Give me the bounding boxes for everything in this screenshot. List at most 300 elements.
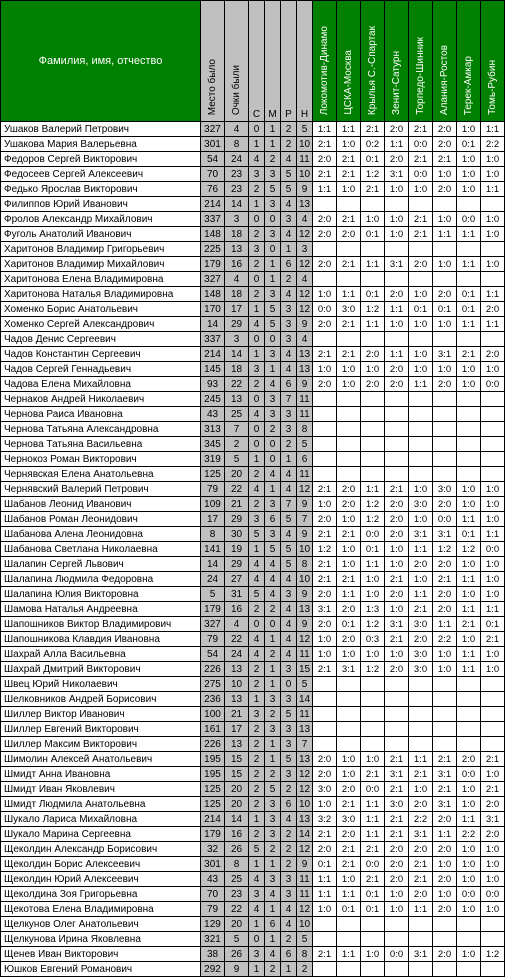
m-cell: 1 (265, 137, 281, 152)
prediction-cell (361, 467, 385, 482)
s-cell: 2 (249, 602, 265, 617)
m-cell: 0 (265, 437, 281, 452)
n-cell: 5 (297, 437, 313, 452)
points-were-cell: 16 (225, 602, 249, 617)
prediction-cell: 1:1 (313, 122, 337, 137)
prediction-cell: 2:0 (481, 797, 505, 812)
table-row (1, 302, 505, 317)
prediction-cell: 1:0 (337, 542, 361, 557)
prediction-cell: 2:0 (337, 227, 361, 242)
name-cell: Шукало Марина Сергеевна (1, 827, 201, 842)
prediction-cell: 2:0 (385, 377, 409, 392)
name-cell: Шабанова Алена Леонидовна (1, 527, 201, 542)
prediction-cell (457, 197, 481, 212)
prediction-cell (385, 692, 409, 707)
match-header: Торпедо-Шинник (409, 1, 433, 122)
prediction-cell: 1:1 (361, 557, 385, 572)
prediction-cell (433, 332, 457, 347)
s-cell: 2 (249, 377, 265, 392)
prediction-cell (457, 722, 481, 737)
prediction-cell: 2:0 (433, 287, 457, 302)
prediction-cell: 1:2 (361, 512, 385, 527)
place-was-cell: 179 (201, 257, 225, 272)
place-was-cell: 337 (201, 332, 225, 347)
prediction-cell: 2:1 (313, 137, 337, 152)
prediction-cell: 3:2 (313, 812, 337, 827)
prediction-cell (313, 962, 337, 977)
prediction-cell: 1:0 (457, 497, 481, 512)
points-were-cell: 10 (225, 677, 249, 692)
name-cell: Щеколдин Александр Борисович (1, 842, 201, 857)
place-was-cell: 70 (201, 167, 225, 182)
prediction-cell: 1:0 (385, 182, 409, 197)
name-cell: Фуголь Анатолий Иванович (1, 227, 201, 242)
prediction-cell: 1:0 (433, 647, 457, 662)
n-cell: 5 (297, 932, 313, 947)
prediction-cell: 2:0 (385, 842, 409, 857)
match-header: Алания-Ростов (433, 1, 457, 122)
prediction-cell: 0:0 (481, 542, 505, 557)
table-row (1, 437, 505, 452)
name-cell: Щеколдин Юрий Алексеевич (1, 872, 201, 887)
prediction-cell (361, 242, 385, 257)
table-row (1, 752, 505, 767)
prediction-cell: 1:2 (361, 662, 385, 677)
s-cell: 1 (249, 962, 265, 977)
s-cell: 1 (249, 812, 265, 827)
prediction-cell: 2:1 (313, 167, 337, 182)
n-cell: 10 (297, 797, 313, 812)
prediction-cell: 2:1 (313, 527, 337, 542)
r-cell: 5 (281, 557, 297, 572)
table-row (1, 632, 505, 647)
prediction-cell: 2:0 (313, 257, 337, 272)
m-cell: 3 (265, 692, 281, 707)
s-cell: 1 (249, 347, 265, 362)
prediction-cell (409, 392, 433, 407)
n-cell: 9 (297, 527, 313, 542)
name-cell: Шиллер Максим Викторович (1, 737, 201, 752)
prediction-cell: 2:1 (361, 767, 385, 782)
points-were-cell: 3 (225, 212, 249, 227)
prediction-cell: 0:1 (361, 887, 385, 902)
prediction-cell: 1:0 (385, 227, 409, 242)
prediction-cell: 2:1 (385, 482, 409, 497)
table-row (1, 497, 505, 512)
prediction-cell (385, 407, 409, 422)
m-cell: 1 (265, 902, 281, 917)
prediction-cell (457, 422, 481, 437)
prediction-cell (385, 452, 409, 467)
table-row (1, 647, 505, 662)
points-were-cell: 5 (225, 932, 249, 947)
prediction-cell: 1:0 (337, 377, 361, 392)
prediction-cell: 1:0 (457, 947, 481, 962)
prediction-cell: 1:0 (481, 647, 505, 662)
n-cell: 10 (297, 137, 313, 152)
prediction-cell (481, 722, 505, 737)
place-was-cell: 79 (201, 482, 225, 497)
s-cell: 2 (249, 287, 265, 302)
prediction-cell (313, 707, 337, 722)
prediction-cell: 1:0 (361, 212, 385, 227)
name-cell: Шапошникова Клавдия Ивановна (1, 632, 201, 647)
points-were-cell: 13 (225, 392, 249, 407)
name-cell: Харитонова Наталья Владимировна (1, 287, 201, 302)
points-were-cell: 4 (225, 122, 249, 137)
s-cell: 2 (249, 677, 265, 692)
n-cell: 4 (297, 332, 313, 347)
prediction-cell: 2:0 (313, 152, 337, 167)
prediction-cell (313, 407, 337, 422)
m-cell: 6 (265, 512, 281, 527)
prediction-cell: 1:0 (409, 512, 433, 527)
prediction-cell: 1:0 (337, 752, 361, 767)
prediction-cell: 1:1 (313, 887, 337, 902)
prediction-cell (457, 392, 481, 407)
prediction-cell: 1:1 (481, 527, 505, 542)
n-cell: 7 (297, 737, 313, 752)
prediction-cell: 2:2 (457, 827, 481, 842)
prediction-cell: 2:0 (433, 182, 457, 197)
prediction-cell: 3:1 (481, 812, 505, 827)
n-cell: 2 (297, 962, 313, 977)
m-cell: 3 (265, 407, 281, 422)
points-were-cell: 8 (225, 137, 249, 152)
prediction-cell: 1:0 (457, 482, 481, 497)
prediction-cell: 1:1 (409, 542, 433, 557)
s-cell: 2 (249, 182, 265, 197)
place-was-cell: 93 (201, 377, 225, 392)
prediction-cell: 2:0 (313, 512, 337, 527)
m-cell: 3 (265, 497, 281, 512)
name-cell: Шапошников Виктор Владимирович (1, 617, 201, 632)
r-cell: 4 (281, 617, 297, 632)
prediction-cell (361, 452, 385, 467)
n-cell: 9 (297, 857, 313, 872)
s-cell: 2 (249, 737, 265, 752)
table-row (1, 842, 505, 857)
m-cell: 3 (265, 872, 281, 887)
prediction-cell (385, 197, 409, 212)
n-cell: 11 (297, 707, 313, 722)
prediction-cell (457, 737, 481, 752)
points-were-cell: 26 (225, 842, 249, 857)
prediction-cell (457, 962, 481, 977)
prediction-cell (409, 962, 433, 977)
prediction-cell: 1:1 (337, 947, 361, 962)
prediction-cell: 3:1 (433, 797, 457, 812)
prediction-cell: 1:0 (337, 647, 361, 662)
points-were-cell: 4 (225, 272, 249, 287)
name-cell: Чадов Константин Сергеевич (1, 347, 201, 362)
points-were-cell: 24 (225, 647, 249, 662)
table-row (1, 767, 505, 782)
table-row (1, 917, 505, 932)
prediction-cell: 2:1 (385, 812, 409, 827)
prediction-cell: 1:1 (409, 587, 433, 602)
prediction-cell: 3:1 (385, 167, 409, 182)
n-cell: 11 (297, 407, 313, 422)
prediction-cell: 1:0 (409, 782, 433, 797)
prediction-cell (457, 242, 481, 257)
prediction-cell (361, 407, 385, 422)
prediction-cell (385, 272, 409, 287)
prediction-cell (337, 737, 361, 752)
prediction-cell (409, 272, 433, 287)
table-row (1, 287, 505, 302)
prediction-cell: 2:1 (481, 632, 505, 647)
s-cell: 3 (249, 887, 265, 902)
prediction-cell (385, 242, 409, 257)
prediction-cell: 1:1 (457, 602, 481, 617)
prediction-cell (433, 917, 457, 932)
r-cell: 6 (281, 947, 297, 962)
prediction-cell: 1:1 (481, 182, 505, 197)
n-header: Н (297, 1, 313, 122)
table-row (1, 947, 505, 962)
prediction-cell: 0:3 (361, 632, 385, 647)
prediction-cell (481, 932, 505, 947)
prediction-cell: 1:0 (457, 362, 481, 377)
points-were-cell: 23 (225, 887, 249, 902)
prediction-cell: 1:1 (361, 797, 385, 812)
prediction-cell: 0:0 (481, 377, 505, 392)
s-cell: 0 (249, 332, 265, 347)
prediction-cell: 1:0 (481, 842, 505, 857)
prediction-cell: 2:1 (457, 347, 481, 362)
prediction-cell: 2:1 (337, 797, 361, 812)
prediction-cell: 2:1 (385, 572, 409, 587)
place-was-cell: 38 (201, 947, 225, 962)
prediction-cell: 0:1 (409, 302, 433, 317)
table-row (1, 662, 505, 677)
prediction-cell: 1:0 (457, 557, 481, 572)
prediction-cell: 2:0 (481, 302, 505, 317)
prediction-cell: 2:1 (361, 122, 385, 137)
prediction-cell (361, 677, 385, 692)
prediction-cell: 1:0 (385, 602, 409, 617)
n-cell: 9 (297, 617, 313, 632)
points-were-cell: 14 (225, 197, 249, 212)
place-was-cell: 148 (201, 287, 225, 302)
r-cell: 0 (281, 677, 297, 692)
prediction-cell: 2:1 (337, 152, 361, 167)
m-cell: 3 (265, 197, 281, 212)
n-cell: 13 (297, 347, 313, 362)
prediction-cell: 1:2 (361, 167, 385, 182)
s-cell: 4 (249, 572, 265, 587)
prediction-cell: 2:0 (313, 842, 337, 857)
table-row (1, 122, 505, 137)
place-was-cell: 245 (201, 392, 225, 407)
prediction-cell (337, 962, 361, 977)
prediction-cell: 1:1 (361, 812, 385, 827)
prediction-cell (481, 692, 505, 707)
prediction-cell (433, 407, 457, 422)
prediction-cell: 3:1 (337, 662, 361, 677)
r-cell: 4 (281, 227, 297, 242)
prediction-cell: 0:1 (361, 152, 385, 167)
prediction-cell: 1:0 (433, 662, 457, 677)
name-cell: Шабанова Светлана Николаевна (1, 542, 201, 557)
points-were-cell: 13 (225, 737, 249, 752)
prediction-cell: 1:0 (337, 137, 361, 152)
prediction-cell: 2:1 (481, 752, 505, 767)
points-were-cell: 8 (225, 857, 249, 872)
s-cell: 4 (249, 902, 265, 917)
r-cell: 4 (281, 572, 297, 587)
r-cell: 3 (281, 722, 297, 737)
prediction-cell: 1:1 (337, 122, 361, 137)
place-was-cell: 145 (201, 362, 225, 377)
prediction-cell: 1:1 (361, 482, 385, 497)
prediction-cell: 2:1 (457, 617, 481, 632)
table-row (1, 707, 505, 722)
prediction-cell: 0:1 (433, 302, 457, 317)
points-were-cell: 23 (225, 182, 249, 197)
prediction-cell: 2:2 (433, 632, 457, 647)
prediction-cell: 1:0 (337, 557, 361, 572)
m-cell: 1 (265, 122, 281, 137)
table-row (1, 902, 505, 917)
name-cell: Щеколдин Борис Алексеевич (1, 857, 201, 872)
prediction-cell (481, 707, 505, 722)
prediction-cell (313, 242, 337, 257)
prediction-cell: 1:0 (481, 767, 505, 782)
prediction-cell (409, 707, 433, 722)
prediction-cell (433, 437, 457, 452)
prediction-cell (433, 392, 457, 407)
table-row (1, 932, 505, 947)
prediction-cell: 0:1 (361, 227, 385, 242)
place-was-cell: 337 (201, 212, 225, 227)
points-were-cell: 26 (225, 947, 249, 962)
prediction-cell: 1:1 (457, 317, 481, 332)
prediction-cell: 2:0 (385, 152, 409, 167)
place-was-cell: 226 (201, 737, 225, 752)
prediction-cell: 2:1 (385, 632, 409, 647)
prediction-cell: 2:1 (337, 527, 361, 542)
prediction-cell: 1:1 (337, 287, 361, 302)
prediction-cell (409, 197, 433, 212)
prediction-cell: 2:1 (313, 947, 337, 962)
table-row (1, 797, 505, 812)
n-cell: 13 (297, 602, 313, 617)
m-cell: 2 (265, 647, 281, 662)
prediction-cell: 1:1 (457, 227, 481, 242)
table-row (1, 227, 505, 242)
prediction-cell (457, 707, 481, 722)
table-row (1, 467, 505, 482)
prediction-cell: 3:0 (409, 617, 433, 632)
place-was-cell: 195 (201, 752, 225, 767)
prediction-cell: 1:1 (457, 572, 481, 587)
place-was-header: Место было (201, 1, 225, 122)
points-were-cell: 22 (225, 377, 249, 392)
points-were-cell: 25 (225, 407, 249, 422)
m-cell: 0 (265, 617, 281, 632)
r-cell: 6 (281, 377, 297, 392)
prediction-cell (313, 467, 337, 482)
table-row (1, 272, 505, 287)
r-cell: 2 (281, 857, 297, 872)
prediction-cell (481, 737, 505, 752)
prediction-cell (313, 332, 337, 347)
r-cell: 5 (281, 512, 297, 527)
prediction-cell: 2:1 (409, 872, 433, 887)
r-cell: 3 (281, 587, 297, 602)
prediction-cell (337, 437, 361, 452)
prediction-cell: 2:0 (337, 632, 361, 647)
table-row (1, 737, 505, 752)
match-header: Зенит-Сатурн (385, 1, 409, 122)
prediction-cell: 2:0 (361, 347, 385, 362)
r-cell: 3 (281, 767, 297, 782)
prediction-cell: 0:1 (337, 902, 361, 917)
prediction-cell: 1:0 (481, 212, 505, 227)
place-was-cell: 345 (201, 437, 225, 452)
s-cell: 5 (249, 587, 265, 602)
name-cell: Чернова Татьяна Васильевна (1, 437, 201, 452)
points-were-cell: 18 (225, 362, 249, 377)
table-row (1, 392, 505, 407)
prediction-cell (337, 452, 361, 467)
s-cell: 1 (249, 692, 265, 707)
prediction-cell: 2:0 (433, 842, 457, 857)
n-cell: 12 (297, 287, 313, 302)
prediction-cell: 1:0 (457, 122, 481, 137)
name-cell: Шамова Наталья Андреевна (1, 602, 201, 617)
s-cell: 0 (249, 392, 265, 407)
prediction-cell (385, 677, 409, 692)
prediction-cell (313, 692, 337, 707)
m-cell: 2 (265, 767, 281, 782)
name-cell: Шабанов Леонид Иванович (1, 497, 201, 512)
prediction-cell: 1:1 (433, 227, 457, 242)
name-cell: Чадов Сергей Геннадьевич (1, 362, 201, 377)
m-cell: 4 (265, 887, 281, 902)
s-cell: 2 (249, 797, 265, 812)
points-were-cell: 20 (225, 467, 249, 482)
prediction-cell (313, 737, 337, 752)
prediction-cell (457, 332, 481, 347)
m-cell: 6 (265, 917, 281, 932)
r-cell: 5 (281, 182, 297, 197)
prediction-cell: 2:1 (337, 842, 361, 857)
r-cell: 3 (281, 407, 297, 422)
table-row (1, 827, 505, 842)
name-cell: Шмидт Людмила Анатольевна (1, 797, 201, 812)
prediction-cell: 3:1 (385, 257, 409, 272)
m-cell: 4 (265, 947, 281, 962)
prediction-cell (481, 467, 505, 482)
r-cell: 4 (281, 527, 297, 542)
m-cell: 1 (265, 752, 281, 767)
prediction-cell: 2:1 (409, 767, 433, 782)
prediction-cell: 3:0 (409, 662, 433, 677)
n-cell: 12 (297, 302, 313, 317)
m-cell: 2 (265, 152, 281, 167)
prediction-cell (481, 392, 505, 407)
r-cell: 3 (281, 302, 297, 317)
n-cell: 11 (297, 152, 313, 167)
prediction-cell: 3:1 (433, 767, 457, 782)
prediction-cell: 1:2 (457, 542, 481, 557)
prediction-cell: 1:1 (385, 137, 409, 152)
s-cell: 1 (249, 857, 265, 872)
points-were-cell: 30 (225, 527, 249, 542)
